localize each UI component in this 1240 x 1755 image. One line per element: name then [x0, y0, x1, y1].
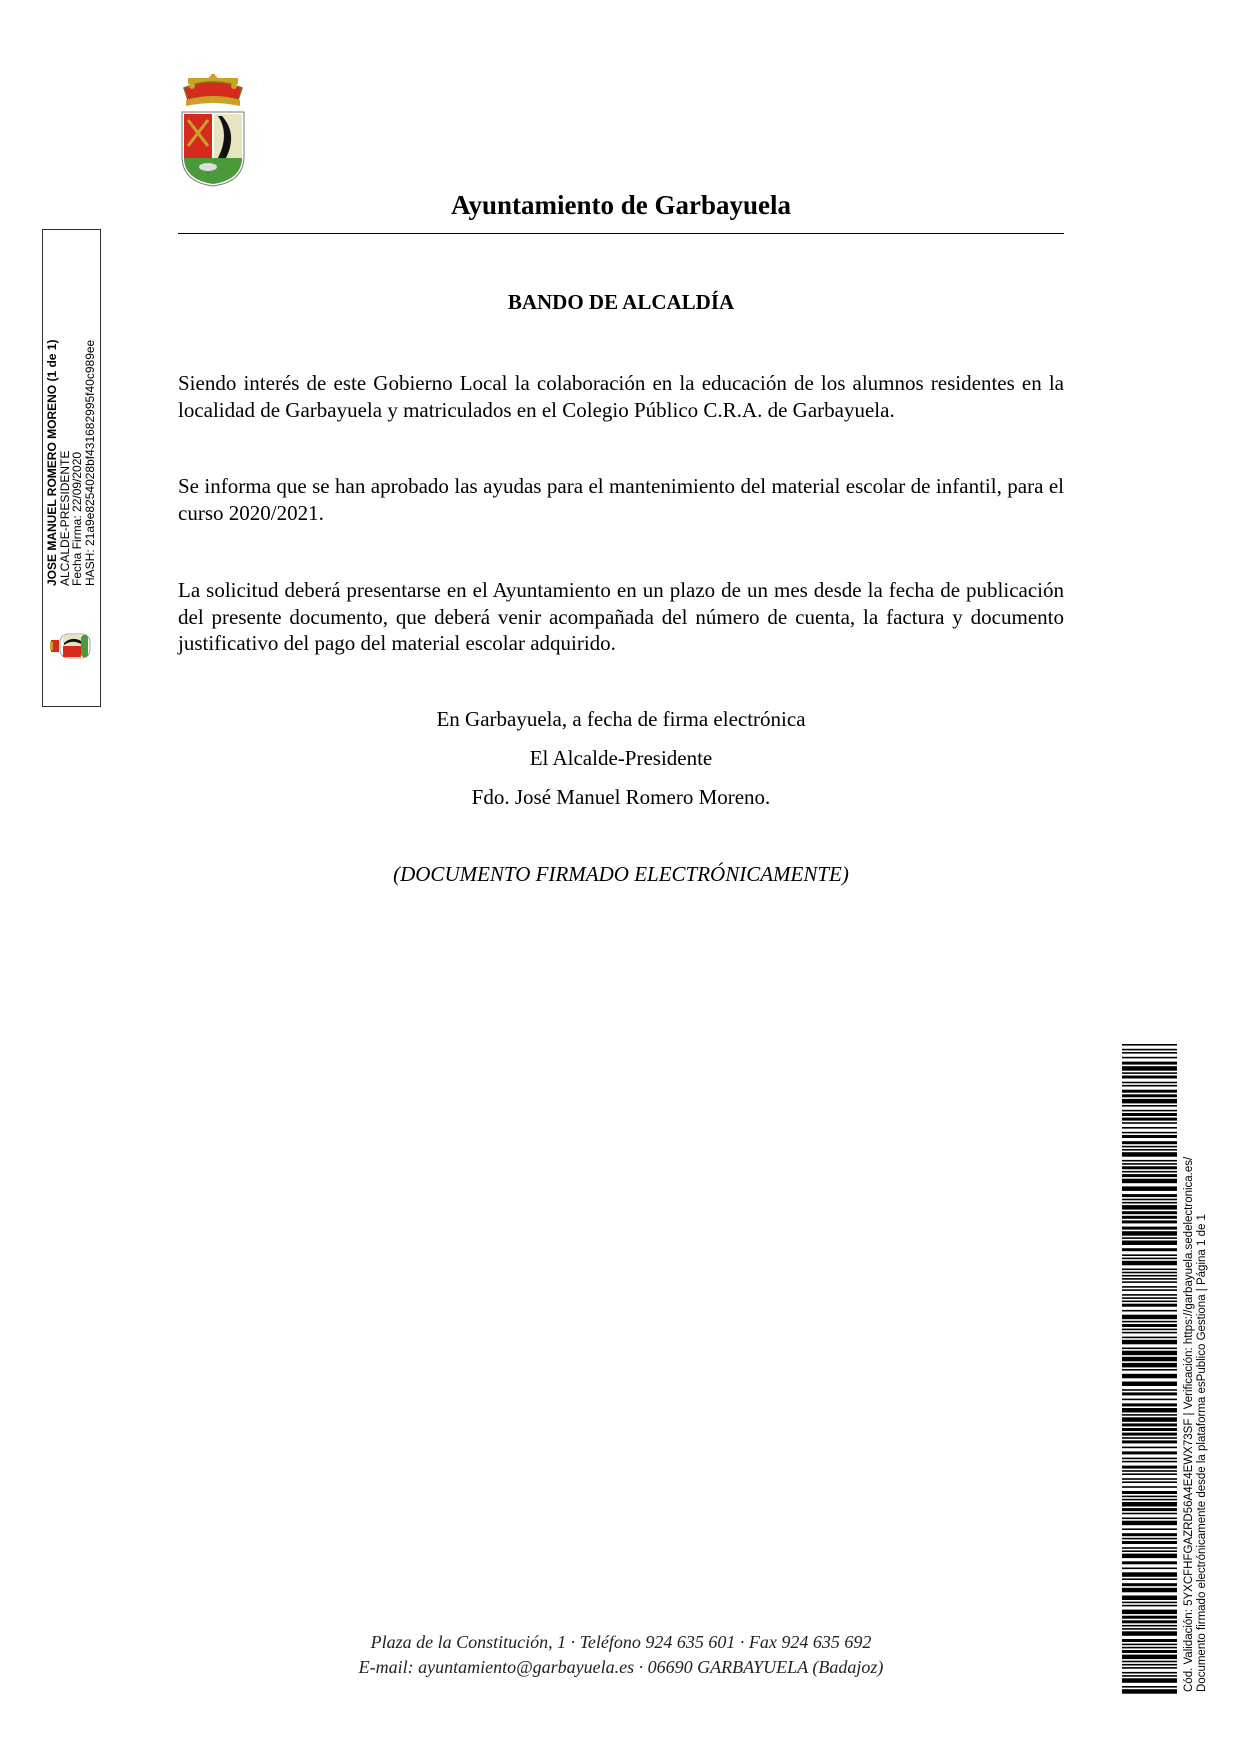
paragraph-application: La solicitud deberá presentarse en el Ayuntamiento en un plazo de un mes desde la fecha de publicación del presente documento, que deberá venir acompañada del número de cuenta, la factura y documento justificativo del pago del material escolar adquirido.: [178, 578, 1064, 655]
paragraph-intro: Siendo interés de este Gobierno Local la colaboración en la educación de los alumnos residentes en la localidad de Garbayuela y matriculados en el Colegio Público C.R.A. de Garbayuela.: [178, 371, 1064, 422]
footer-address: Plaza de la Constitución, 1 · Teléfono 924 635 601 · Fax 924 635 692: [370, 1632, 872, 1652]
signature-name: Fdo. José Manuel Romero Moreno.: [471, 785, 771, 809]
footer-contact: E-mail: ayuntamiento@garbayuela.es · 06690 GARBAYUELA (Badajoz): [358, 1657, 884, 1677]
signature-place-date: En Garbayuela, a fecha de firma electrónica: [436, 707, 806, 731]
stamp-crest-icon: [50, 630, 100, 662]
coat-of-arms-icon: [178, 74, 248, 188]
paragraph-announcement: Se informa que se han aprobado las ayudas para el mantenimiento del material escolar de infantil, para el curso 2020/2021.: [178, 474, 1064, 525]
signature-role: El Alcalde-Presidente: [529, 746, 713, 770]
header-divider: [178, 233, 1064, 234]
stamp-position: ALCALDE-PRESIDENTE: [57, 450, 72, 586]
signature-stamp-text: [46, 326, 96, 586]
barcode-icon: [1122, 1044, 1177, 1694]
electronic-signature-note: (DOCUMENTO FIRMADO ELECTRÓNICAMENTE): [393, 862, 849, 886]
stamp-date: Fecha Firma: 22/09/2020: [70, 451, 84, 586]
stamp-hash: HASH: 21a9e8254028bf431682995f40c989ee: [82, 339, 97, 586]
document-heading: BANDO DE ALCALDÍA: [507, 290, 735, 314]
municipality-title: Ayuntamiento de Garbayuela: [450, 190, 791, 220]
stamp-signer: JOSE MANUEL ROMERO MORENO (1 de 1): [45, 339, 59, 586]
verification-platform-line: Documento firmado electrónicamente desde la plataforma esPublico Gestiona | Página 1 de 1: [1196, 1214, 1208, 1692]
verification-text: [1183, 1157, 1209, 1692]
verification-code-line: Cód. Validación: 5YXCFHFGAZRD56A4E4EWX73SF | Verificación: https://garbayuela.sedelectronica.es/: [1183, 1156, 1195, 1692]
